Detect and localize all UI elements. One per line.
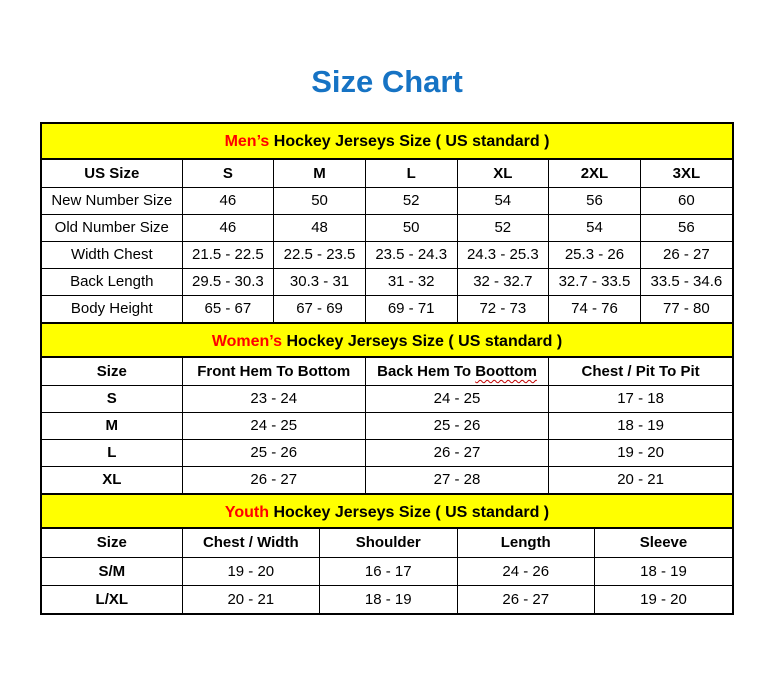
table-cell: 19 - 20 — [549, 439, 732, 466]
mens-section-band-text: Hockey Jerseys Size ( US standard ) — [269, 133, 550, 150]
header-cell: 2XL — [549, 160, 641, 187]
mens-size-table — [42, 160, 732, 322]
table-cell: 26 - 27 — [365, 439, 548, 466]
table-cell: 60 — [640, 187, 732, 214]
table-cell: 20 - 21 — [182, 585, 319, 613]
header-cell: XL — [457, 160, 549, 187]
header-cell: US Size — [42, 160, 182, 187]
table-cell: 25 - 26 — [365, 412, 548, 439]
table-cell: 69 - 71 — [365, 295, 457, 322]
table-cell: 18 - 19 — [594, 557, 732, 585]
row-label: New Number Size — [42, 187, 182, 214]
table-cell: 24 - 25 — [365, 385, 548, 412]
mens-section-label: Men’s — [224, 133, 270, 150]
table-row — [42, 439, 732, 466]
header-cell: Shoulder — [320, 529, 457, 557]
youth-size-table — [42, 529, 732, 613]
row-label: S/M — [42, 557, 182, 585]
header-cell: Size — [42, 358, 182, 385]
table-cell: 46 — [182, 214, 274, 241]
header-cell: S — [182, 160, 274, 187]
table-cell: 72 - 73 — [457, 295, 549, 322]
table-cell: 26 - 27 — [182, 466, 365, 493]
table-cell: 27 - 28 — [365, 466, 548, 493]
row-label: S — [42, 385, 182, 412]
table-cell: 22.5 - 23.5 — [274, 241, 366, 268]
misspelled-word: Boottom — [475, 362, 537, 380]
table-row — [42, 241, 732, 268]
table-cell: 65 - 67 — [182, 295, 274, 322]
header-row — [42, 529, 732, 557]
table-cell: 18 - 19 — [549, 412, 732, 439]
table-row — [42, 557, 732, 585]
table-row — [42, 187, 732, 214]
table-cell: 30.3 - 31 — [274, 268, 366, 295]
table-cell: 20 - 21 — [549, 466, 732, 493]
table-cell: 31 - 32 — [365, 268, 457, 295]
row-label: XL — [42, 466, 182, 493]
row-label: Old Number Size — [42, 214, 182, 241]
row-label: L — [42, 439, 182, 466]
womens-section-band — [42, 322, 732, 358]
table-cell: 46 — [182, 187, 274, 214]
table-cell: 26 - 27 — [457, 585, 594, 613]
header-cell: Length — [457, 529, 594, 557]
header-row — [42, 358, 732, 385]
table-row — [42, 295, 732, 322]
row-label: Width Chest — [42, 241, 182, 268]
header-cell: 3XL — [640, 160, 732, 187]
table-row — [42, 385, 732, 412]
table-cell: 48 — [274, 214, 366, 241]
womens-size-table — [42, 358, 732, 493]
table-cell: 52 — [457, 214, 549, 241]
womens-section-band-text: Hockey Jerseys Size ( US standard ) — [282, 333, 563, 350]
table-cell: 18 - 19 — [320, 585, 457, 613]
size-chart-tables — [40, 122, 734, 615]
table-row — [42, 412, 732, 439]
header-cell: Front Hem To Bottom — [182, 358, 365, 385]
table-cell: 26 - 27 — [640, 241, 732, 268]
table-cell: 24 - 26 — [457, 557, 594, 585]
table-cell: 50 — [365, 214, 457, 241]
table-cell: 74 - 76 — [549, 295, 641, 322]
table-cell: 17 - 18 — [549, 385, 732, 412]
youth-section-band — [42, 493, 732, 529]
header-cell: M — [274, 160, 366, 187]
table-cell: 25.3 - 26 — [549, 241, 641, 268]
table-cell: 21.5 - 22.5 — [182, 241, 274, 268]
page-title: Size Chart — [311, 64, 463, 99]
table-cell: 16 - 17 — [320, 557, 457, 585]
table-row — [42, 466, 732, 493]
row-label: Back Length — [42, 268, 182, 295]
table-cell: 25 - 26 — [182, 439, 365, 466]
table-cell: 56 — [549, 187, 641, 214]
table-cell: 24.3 - 25.3 — [457, 241, 549, 268]
header-cell: Chest / Width — [182, 529, 319, 557]
header-row — [42, 160, 732, 187]
table-cell: 67 - 69 — [274, 295, 366, 322]
table-row — [42, 268, 732, 295]
table-cell: 24 - 25 — [182, 412, 365, 439]
table-cell: 77 - 80 — [640, 295, 732, 322]
table-cell: 33.5 - 34.6 — [640, 268, 732, 295]
table-row — [42, 585, 732, 613]
header-cell: L — [365, 160, 457, 187]
mens-section-band — [42, 124, 732, 160]
header-cell: Size — [42, 529, 182, 557]
header-cell: Sleeve — [594, 529, 732, 557]
table-row — [42, 214, 732, 241]
table-cell: 19 - 20 — [182, 557, 319, 585]
table-cell: 32.7 - 33.5 — [549, 268, 641, 295]
table-cell: 32 - 32.7 — [457, 268, 549, 295]
table-cell: 56 — [640, 214, 732, 241]
table-cell: 23 - 24 — [182, 385, 365, 412]
table-cell: 29.5 - 30.3 — [182, 268, 274, 295]
row-label: L/XL — [42, 585, 182, 613]
youth-section-label: Youth — [224, 504, 269, 521]
youth-section-band-text: Hockey Jerseys Size ( US standard ) — [269, 504, 550, 521]
row-label: Body Height — [42, 295, 182, 322]
table-cell: 23.5 - 24.3 — [365, 241, 457, 268]
header-cell: Back Hem To Boottom — [365, 358, 548, 385]
header-cell: Chest / Pit To Pit — [549, 358, 732, 385]
table-cell: 54 — [549, 214, 641, 241]
table-cell: 50 — [274, 187, 366, 214]
row-label: M — [42, 412, 182, 439]
womens-section-label: Women’s — [211, 333, 283, 350]
table-cell: 54 — [457, 187, 549, 214]
table-cell: 52 — [365, 187, 457, 214]
table-cell: 19 - 20 — [594, 585, 732, 613]
